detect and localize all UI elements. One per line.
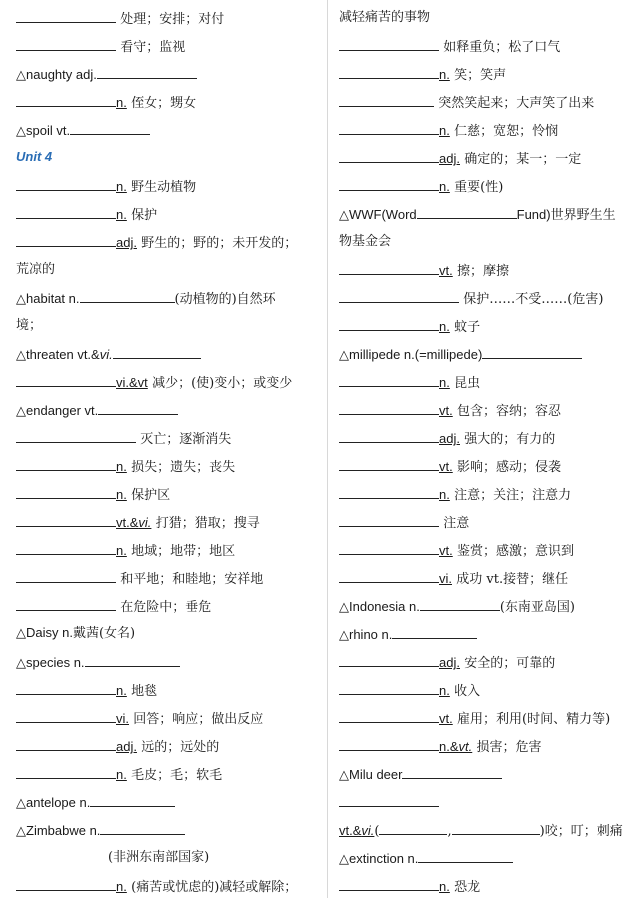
definition: 重要(性) [454, 180, 504, 195]
definition: 注意 [443, 516, 470, 531]
definition: 保护……不受……(危害) [463, 292, 604, 307]
part-of-speech: vi. [439, 571, 452, 586]
vocab-line [16, 36, 185, 57]
definition: 看守；监视 [120, 40, 186, 55]
triangle-marker: △ [339, 852, 349, 867]
vocab-line [16, 92, 196, 113]
part-of-speech: n.&vt. [439, 739, 473, 754]
fill-in-blank[interactable] [16, 8, 116, 23]
part-of-speech: vt. [439, 543, 453, 558]
vocab-line [16, 148, 52, 166]
fill-in-blank[interactable] [80, 288, 175, 303]
fill-in-blank[interactable] [16, 512, 116, 527]
vocab-line [339, 764, 502, 785]
fill-in-blank[interactable] [339, 148, 439, 163]
vocab-line [339, 400, 561, 421]
definition: ( [374, 824, 380, 839]
part-of-speech: n. [439, 123, 450, 138]
definition: 蚊子 [454, 320, 481, 335]
definition: 地域；地带；地区 [131, 544, 236, 559]
triangle-marker: △ [16, 404, 26, 419]
vocab-line [339, 708, 610, 729]
definition: 成功 vt.接替；继任 [456, 572, 569, 587]
vocab-line [339, 848, 513, 869]
definition: 保护 [131, 208, 158, 223]
part-of-speech: n. [116, 543, 127, 558]
definition: 恐龙 [454, 880, 481, 895]
triangle-marker: △ [16, 824, 26, 839]
headword: Indonesia n. [349, 599, 420, 614]
definition: 处理；安排；对付 [120, 12, 225, 27]
vocab-line [339, 344, 582, 365]
definition: 荒凉的 [16, 262, 56, 277]
vocab-line [16, 400, 178, 421]
vocab-line [16, 708, 263, 729]
fill-in-blank[interactable] [113, 344, 201, 359]
triangle-marker: △ [16, 124, 26, 139]
vocab-line [16, 652, 180, 673]
vocab-line [16, 120, 150, 141]
fill-in-blank[interactable] [418, 848, 513, 863]
fill-in-blank[interactable] [339, 36, 439, 51]
fill-in-blank[interactable] [420, 596, 500, 611]
part-of-speech: n. [116, 179, 127, 194]
definition: 戴茜(女名) [72, 626, 136, 641]
definition: 野生动植物 [131, 180, 197, 195]
vocab-line [16, 680, 157, 701]
fill-in-blank[interactable] [16, 708, 116, 723]
triangle-marker: △ [16, 796, 26, 811]
definition: 擦；摩擦 [457, 264, 510, 279]
vocab-line [16, 344, 201, 365]
definition: (非洲东南部国家) [108, 850, 210, 865]
fill-in-blank[interactable] [339, 736, 439, 751]
triangle-marker: △ [339, 628, 349, 643]
vocab-line [339, 148, 581, 169]
definition: , [447, 824, 452, 839]
fill-in-blank[interactable] [339, 92, 434, 107]
definition: 雇用；利用(时间、精力等) [457, 712, 611, 727]
headword: rhino n. [349, 627, 393, 642]
vocab-line [339, 428, 555, 449]
fill-in-blank[interactable] [16, 876, 116, 891]
fill-in-blank[interactable] [16, 680, 116, 695]
definition: 境； [16, 318, 43, 333]
definition: 仁慈；宽恕；怜悯 [454, 124, 559, 139]
headword: WWF(Word [349, 207, 417, 222]
vocab-line [16, 176, 196, 197]
definition: 地毯 [131, 684, 158, 699]
fill-in-blank[interactable] [16, 540, 116, 555]
definition: 如释重负；松了口气 [443, 40, 561, 55]
fill-in-blank[interactable] [90, 792, 175, 807]
part-of-speech: vt. [439, 403, 453, 418]
part-of-speech: n. [439, 683, 450, 698]
vocab-line [339, 316, 480, 337]
fill-in-blank[interactable] [16, 92, 116, 107]
fill-in-blank[interactable] [16, 568, 116, 583]
fill-in-blank[interactable] [339, 680, 439, 695]
vocab-line [16, 540, 235, 561]
fill-in-blank[interactable] [16, 764, 116, 779]
fill-in-blank[interactable] [16, 232, 116, 247]
headword: species n. [26, 655, 85, 670]
fill-in-blank[interactable] [392, 624, 477, 639]
vocab-line [16, 736, 219, 757]
vocab-line [339, 120, 558, 141]
part-of-speech: n. [439, 879, 450, 894]
fill-in-blank[interactable] [85, 652, 180, 667]
part-of-speech: n. [439, 487, 450, 502]
definition: 确定的；某一；一定 [464, 152, 582, 167]
definition: 毛皮；毛；软毛 [131, 768, 223, 783]
vocab-line [16, 316, 42, 335]
vocab-line [339, 876, 480, 897]
part-of-speech: n. [439, 319, 450, 334]
definition: 和平地；和睦地；安祥地 [120, 572, 264, 587]
part-of-speech: n. [439, 375, 450, 390]
definition: 鉴赏；感激；意识到 [457, 544, 575, 559]
definition: 打猎；猎取；搜寻 [155, 516, 260, 531]
fill-in-blank[interactable] [339, 428, 439, 443]
vocab-line [339, 176, 503, 197]
fill-in-blank[interactable] [16, 736, 116, 751]
definition: 笑；笑声 [454, 68, 507, 83]
vocab-line [16, 8, 224, 29]
vocab-line [339, 624, 477, 645]
fill-in-blank[interactable] [339, 288, 459, 303]
vocab-line [16, 764, 222, 785]
part-of-speech: n. [439, 67, 450, 82]
vocab-line [16, 792, 175, 813]
fill-in-blank[interactable] [339, 120, 439, 135]
definition: 损失；遗失；丧失 [131, 460, 236, 475]
part-of-speech: n. [116, 95, 127, 110]
definition: 在危险中；垂危 [120, 600, 212, 615]
vocab-line [339, 736, 542, 757]
vocab-line [16, 568, 263, 589]
definition: 包含；容纳；容忍 [457, 404, 562, 419]
vocab-line [16, 64, 197, 85]
definition: 影响；感动；侵袭 [457, 460, 562, 475]
vocab-line [339, 512, 469, 533]
fill-in-blank[interactable] [339, 540, 439, 555]
headword: Zimbabwe n. [26, 823, 101, 838]
part-of-speech: n. [116, 879, 127, 894]
vocab-line [339, 64, 506, 85]
triangle-marker: △ [16, 656, 26, 671]
fill-in-blank[interactable] [16, 456, 116, 471]
fill-in-blank[interactable] [452, 820, 540, 835]
part-of-speech: vi. [116, 711, 129, 726]
definition: )咬；叮；刺痛 [539, 824, 623, 839]
fill-in-blank[interactable] [339, 260, 439, 275]
definition: 回答；响应；做出反应 [133, 712, 264, 727]
vocab-line [339, 596, 575, 617]
definition: 强大的；有力的 [464, 432, 556, 447]
fill-in-blank[interactable] [339, 372, 439, 387]
definition: 保护区 [131, 488, 171, 503]
vocab-line [16, 456, 235, 477]
definition: 世界野生生 [550, 208, 616, 223]
vocab-line [16, 876, 297, 897]
triangle-marker: △ [339, 208, 349, 223]
part-of-speech: n. [116, 459, 127, 474]
vocab-line [16, 512, 260, 533]
triangle-marker: △ [16, 292, 26, 307]
part-of-speech: n. [116, 207, 127, 222]
part-of-speech: vt.&vi. [339, 823, 375, 838]
part-of-speech: n. [116, 767, 127, 782]
fill-in-blank[interactable] [16, 596, 116, 611]
unit-heading: Unit 4 [16, 149, 53, 164]
vocab-line [339, 36, 560, 57]
headword: habitat n. [26, 291, 80, 306]
vocab-line [16, 204, 157, 225]
part-of-speech: n. [116, 487, 127, 502]
headword: naughty adj. [26, 67, 97, 82]
vocab-line [339, 8, 430, 27]
definition: 侄女；甥女 [131, 96, 197, 111]
triangle-marker: △ [339, 600, 349, 615]
headword: Milu deer [349, 767, 403, 782]
vocab-line [339, 456, 561, 477]
part-of-speech: adj. [116, 235, 137, 250]
triangle-marker: △ [339, 348, 349, 363]
fill-in-blank[interactable] [98, 400, 178, 415]
fill-in-blank[interactable] [100, 820, 185, 835]
definition: (动植物的)自然环 [174, 292, 276, 307]
vocab-line [16, 372, 292, 393]
vocab-line [339, 652, 555, 673]
triangle-marker: △ [16, 348, 26, 363]
fill-in-blank[interactable] [339, 652, 439, 667]
vocab-line [16, 484, 170, 505]
part-of-speech: n. [439, 179, 450, 194]
fill-in-blank[interactable] [402, 764, 502, 779]
fill-in-blank[interactable] [339, 512, 439, 527]
vocab-line [16, 288, 276, 309]
vocab-line [16, 260, 55, 279]
fill-in-blank[interactable] [16, 36, 116, 51]
headword: spoil vt. [26, 123, 71, 138]
vocab-line [16, 232, 297, 253]
vocab-line [339, 540, 574, 561]
part-of-speech: adj. [439, 151, 460, 166]
vocab-line [339, 820, 623, 841]
fill-in-blank[interactable] [339, 876, 439, 891]
part-of-speech: vt. [439, 263, 453, 278]
fill-in-blank[interactable] [70, 120, 150, 135]
definition: 减少；(使)变小；或变少 [152, 376, 293, 391]
vocab-line [339, 372, 480, 393]
vocab-line [16, 624, 135, 643]
fill-in-blank[interactable] [16, 176, 116, 191]
part-of-speech: vi.&vt [116, 375, 148, 390]
headword: threaten vt.&vi. [26, 347, 113, 362]
triangle-marker: △ [16, 68, 26, 83]
fill-in-blank[interactable] [482, 344, 582, 359]
fill-in-blank[interactable] [339, 708, 439, 723]
vocab-line [339, 484, 571, 505]
vocab-line [16, 820, 185, 841]
fill-in-blank[interactable] [339, 400, 439, 415]
vocab-line [339, 92, 594, 113]
fill-in-blank[interactable] [339, 456, 439, 471]
part-of-speech: adj. [439, 431, 460, 446]
fill-in-blank[interactable] [339, 484, 439, 499]
definition: 收入 [454, 684, 481, 699]
fill-in-blank[interactable] [339, 792, 439, 807]
headword: Daisy n. [26, 625, 73, 640]
fill-in-blank[interactable] [339, 176, 439, 191]
part-of-speech: vt. [439, 711, 453, 726]
headword: Fund) [516, 207, 551, 222]
part-of-speech: adj. [439, 655, 460, 670]
fill-in-blank[interactable] [97, 64, 197, 79]
definition: 安全的；可靠的 [464, 656, 556, 671]
definition: 突然笑起来；大声笑了出来 [438, 96, 595, 111]
definition: 野生的；野的；未开发的； [141, 236, 298, 251]
definition: 注意；关注；注意力 [454, 488, 572, 503]
definition: 损害；危害 [476, 740, 542, 755]
part-of-speech: n. [116, 683, 127, 698]
vocab-line [339, 568, 568, 589]
headword: millipede n.(=millipede) [349, 347, 483, 362]
part-of-speech: vt. [439, 459, 453, 474]
fill-in-blank[interactable] [339, 64, 439, 79]
definition: 灭亡；逐渐消失 [140, 432, 232, 447]
column-divider [327, 0, 328, 898]
vocab-line [339, 792, 439, 812]
triangle-marker: △ [16, 626, 26, 641]
fill-in-blank[interactable] [339, 568, 439, 583]
vocab-line [16, 428, 231, 449]
definition: 昆虫 [454, 376, 481, 391]
part-of-speech: adj. [116, 739, 137, 754]
vocab-line [108, 848, 209, 867]
headword: endanger vt. [26, 403, 99, 418]
vocab-line [16, 596, 211, 617]
definition: 减轻痛苦的事物 [339, 10, 431, 25]
definition: 物基金会 [339, 234, 392, 249]
fill-in-blank[interactable] [417, 204, 517, 219]
headword: extinction n. [349, 851, 419, 866]
definition: 远的；远处的 [141, 740, 220, 755]
vocab-line [339, 232, 391, 251]
fill-in-blank[interactable] [16, 428, 136, 443]
definition: (东南亚岛国) [499, 600, 575, 615]
fill-in-blank[interactable] [16, 484, 116, 499]
fill-in-blank[interactable] [339, 316, 439, 331]
fill-in-blank[interactable] [16, 204, 116, 219]
definition: (痛苦或忧虑的)减轻或解除； [131, 880, 298, 895]
fill-in-blank[interactable] [379, 820, 447, 835]
headword: antelope n. [26, 795, 91, 810]
triangle-marker: △ [339, 768, 349, 783]
vocab-line [339, 204, 616, 225]
vocab-line [339, 260, 509, 281]
fill-in-blank[interactable] [16, 372, 116, 387]
vocab-line [339, 288, 603, 309]
vocab-line [339, 680, 480, 701]
part-of-speech: vt.&vi. [116, 515, 152, 530]
